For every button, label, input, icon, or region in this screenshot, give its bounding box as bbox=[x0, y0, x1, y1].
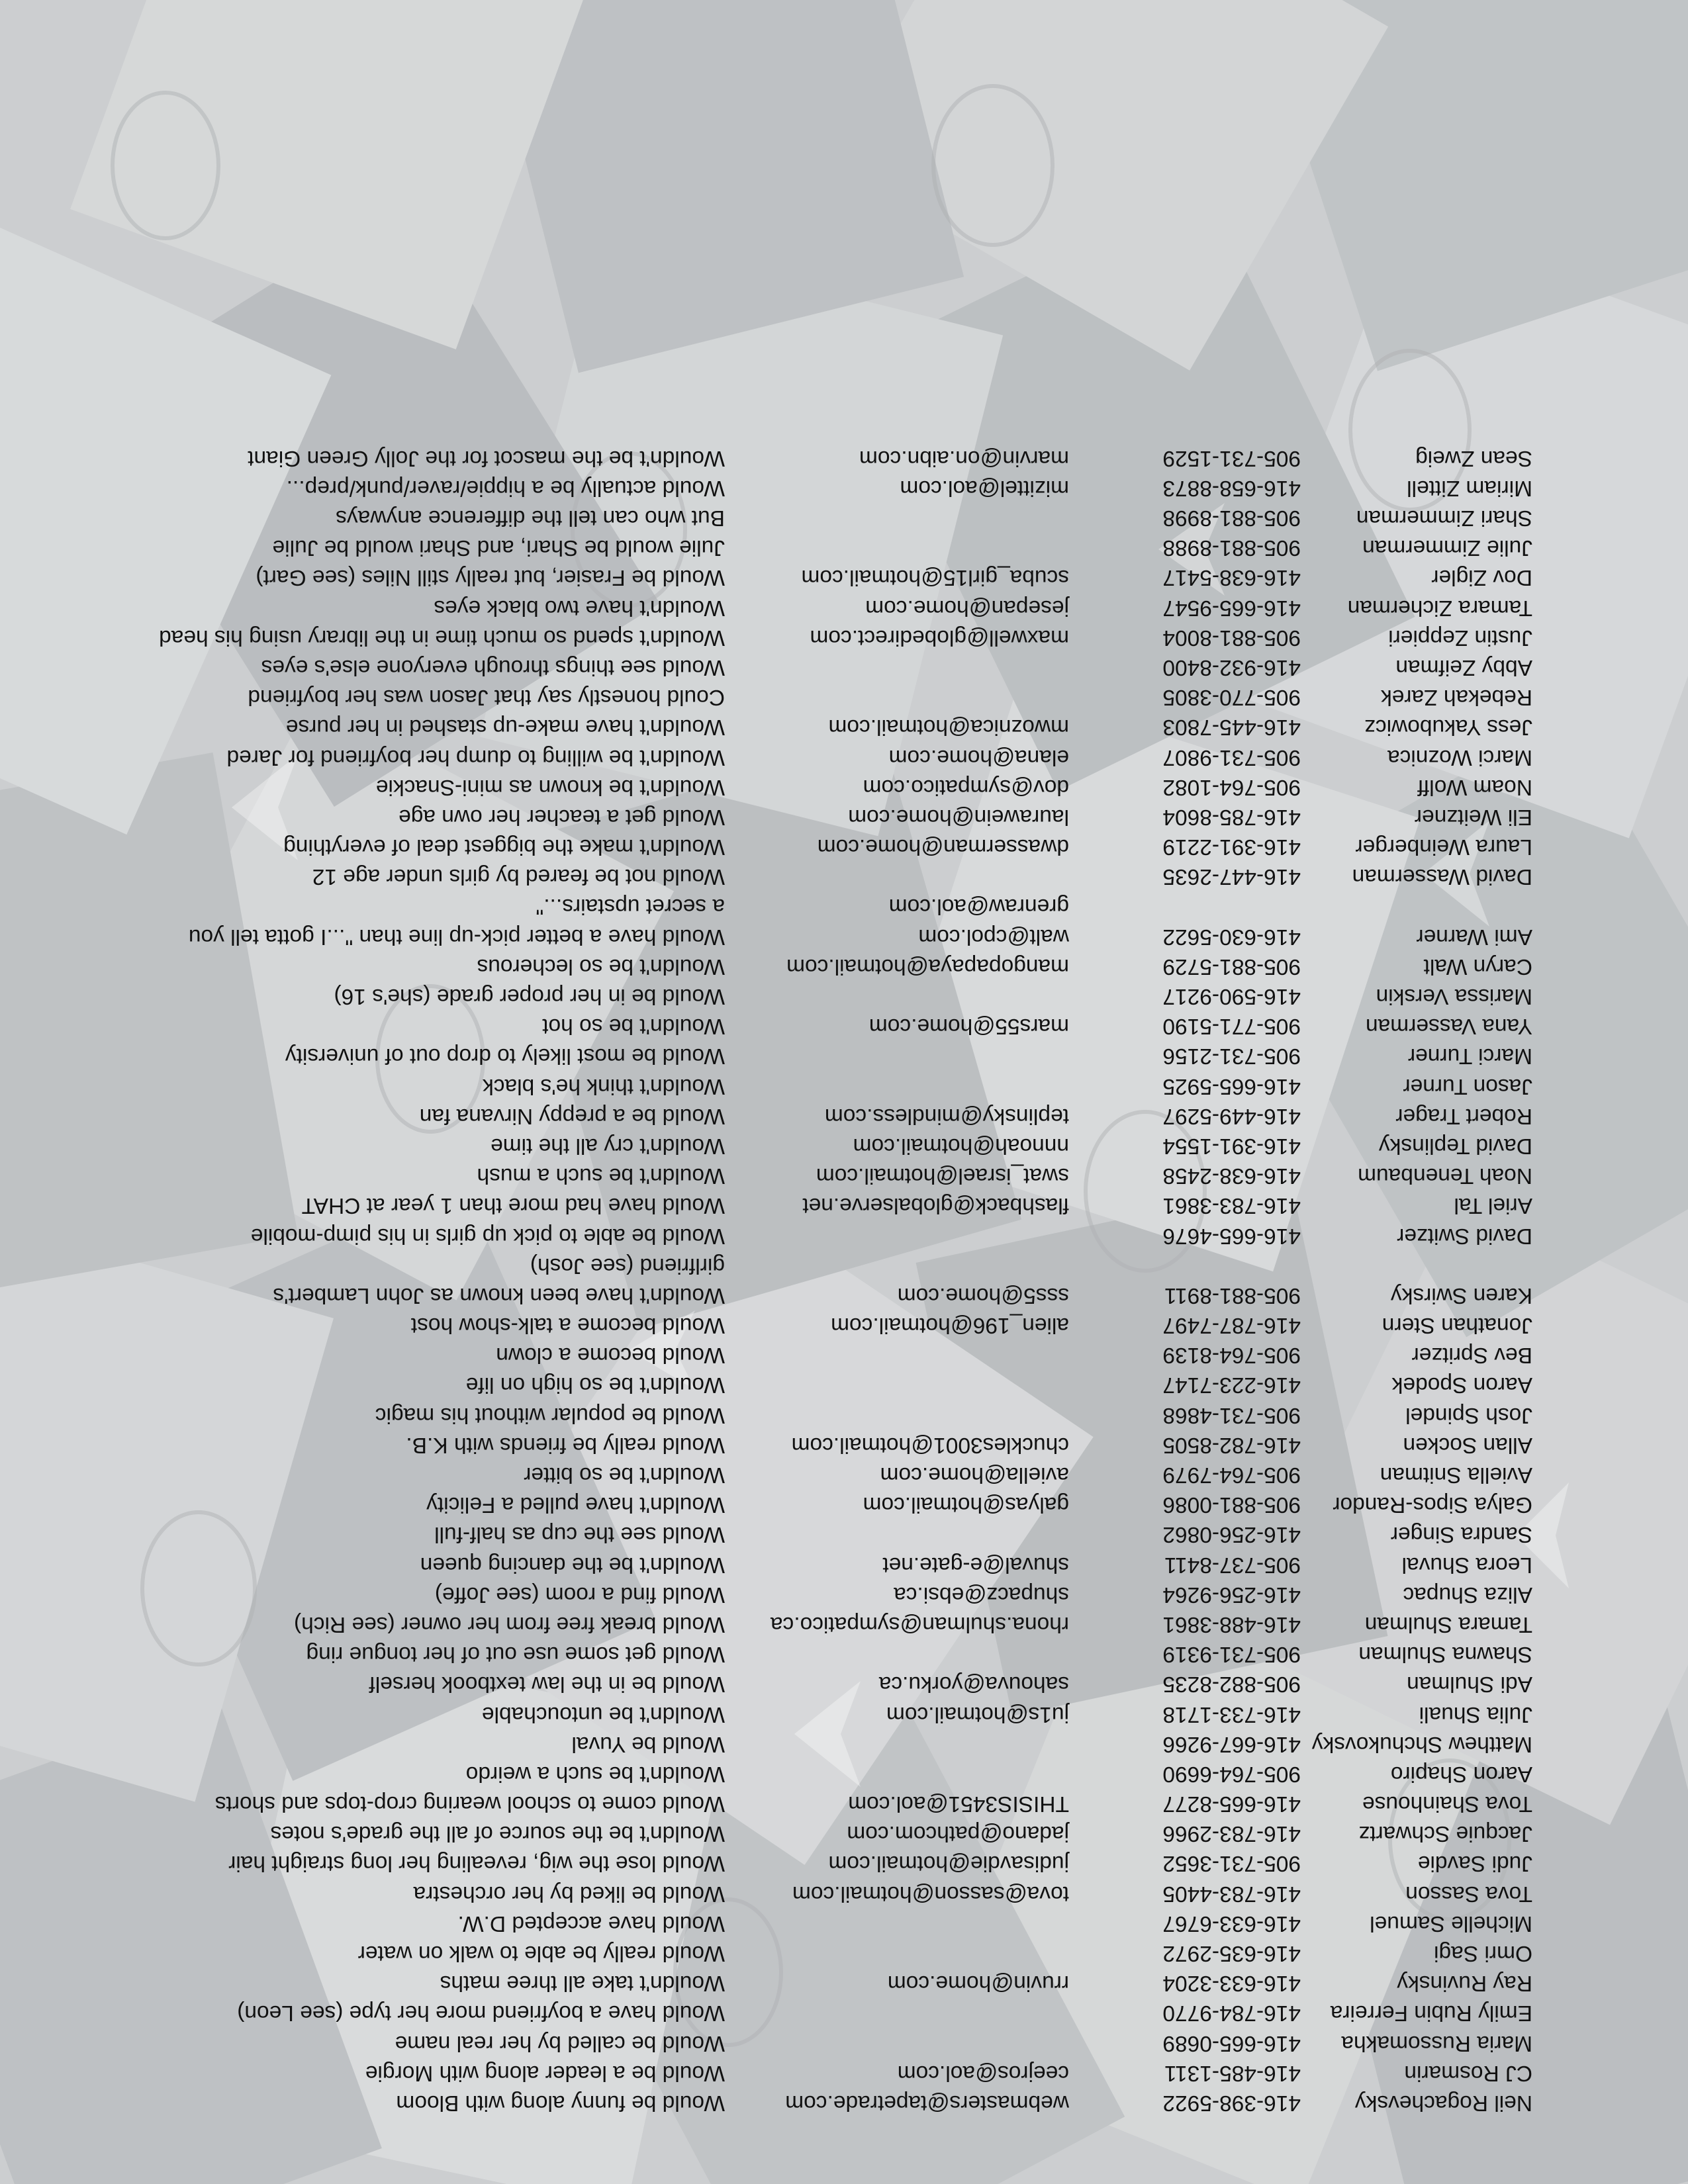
directory-entry bbox=[0, 1729, 1688, 1759]
entry-name: Yana Vasserman bbox=[1365, 1014, 1532, 1039]
entry-quote: Would be funny along with Bloom bbox=[396, 2091, 725, 2115]
directory-entry bbox=[0, 1848, 1688, 1878]
entry-quote: Wouldn't be untouchable bbox=[481, 1702, 725, 1727]
directory-entry bbox=[0, 1191, 1688, 1220]
entry-phone: 416-665-8277 bbox=[1162, 1792, 1301, 1817]
directory-entry bbox=[0, 2058, 1688, 2088]
entry-quote: Wouldn't have pulled a Felicity bbox=[426, 1492, 725, 1518]
entry-phone: 416-665-0689 bbox=[1162, 2030, 1301, 2056]
entry-quote: Wouldn't have two black eyes bbox=[434, 595, 725, 620]
directory-entry bbox=[0, 563, 1688, 592]
entry-phone: 416-782-8505 bbox=[1162, 1432, 1301, 1457]
entry-quote: Would really be friends with K.B. bbox=[406, 1432, 725, 1457]
directory-entry bbox=[0, 1909, 1688, 1938]
entry-name: Aliza Shupac bbox=[1403, 1582, 1532, 1607]
entry-quote: Would be in her proper grade (she's 16) bbox=[334, 984, 725, 1009]
entry-quote: Would be a leader along with Morgie bbox=[365, 2060, 725, 2085]
directory-entry bbox=[0, 1370, 1688, 1400]
directory-entry bbox=[0, 1041, 1688, 1071]
entry-quote: Would become a clown bbox=[496, 1343, 725, 1368]
directory-entry bbox=[0, 653, 1688, 682]
entry-email: mangopapaya@hotmail.com bbox=[786, 954, 1069, 979]
entry-name: Karen Swirsky bbox=[1390, 1283, 1532, 1308]
entry-email: mars55@home.com bbox=[868, 1014, 1069, 1039]
directory-entry bbox=[0, 1879, 1688, 1909]
entry-quote: Wouldn't take all three maths bbox=[440, 1971, 725, 1996]
entry-name: Shari Zimmerman bbox=[1356, 506, 1532, 531]
directory-entry bbox=[0, 1610, 1688, 1639]
entry-name: Galya Sipos-Randor bbox=[1333, 1492, 1532, 1518]
entry-name: Julia Shuali bbox=[1419, 1702, 1532, 1727]
entry-quote: Wouldn't be the dancing queen bbox=[420, 1552, 725, 1577]
entry-email: alien_196@hotmail.com bbox=[831, 1313, 1069, 1338]
entry-quote: Wouldn't be willing to dump her boyfriend for Jared bbox=[226, 745, 725, 770]
entry-name: Aviella Snitman bbox=[1380, 1463, 1532, 1488]
entry-quote: Would come to school wearing crop-tops and shorts bbox=[214, 1792, 725, 1817]
entry-phone: 416-733-1718 bbox=[1162, 1702, 1301, 1727]
entry-name: Tova Sasson bbox=[1405, 1881, 1532, 1906]
entry-phone: 905-764-7979 bbox=[1162, 1463, 1301, 1488]
entry-name: Tova Shainhouse bbox=[1362, 1792, 1532, 1817]
entry-quote: But who can tell the difference anyways bbox=[336, 506, 725, 531]
directory-entry bbox=[0, 922, 1688, 952]
entry-quote: girlfriend (see Josh) bbox=[530, 1253, 725, 1278]
entry-name: David Teplinsky bbox=[1378, 1134, 1532, 1158]
directory-entry bbox=[0, 862, 1688, 891]
entry-name: Maria Russomakha bbox=[1341, 2030, 1532, 2056]
entry-email: maxwell@globedirect.com bbox=[810, 625, 1069, 650]
entry-name: Tamara Shulman bbox=[1364, 1612, 1532, 1637]
entry-phone: 416-256-0862 bbox=[1162, 1522, 1301, 1547]
entry-quote: Would lose the wig, revealing her long straight hair bbox=[228, 1851, 725, 1876]
directory-entry bbox=[0, 1071, 1688, 1101]
entry-email: ceejros@aol.com bbox=[897, 2060, 1069, 2085]
entry-name: Neil Rogachevsky bbox=[1354, 2091, 1532, 2115]
entry-quote: Would get a teacher her own age bbox=[399, 804, 725, 829]
entry-quote: Wouldn't spend so much time in the library using his head bbox=[159, 625, 725, 650]
directory-entry bbox=[0, 1639, 1688, 1669]
entry-email: dov@sympatico.com bbox=[863, 774, 1069, 799]
entry-name: Jonathan Stern bbox=[1382, 1313, 1532, 1338]
directory-entry bbox=[0, 1520, 1688, 1549]
entry-name: Shawna Shulman bbox=[1358, 1642, 1532, 1667]
entry-email: judisavdie@hotmail.com bbox=[828, 1851, 1069, 1876]
entry-quote: Would have a better pick-up line than "...I gotta tell you bbox=[188, 924, 725, 949]
entry-email: jesepan@home.com bbox=[865, 595, 1069, 620]
directory-entry bbox=[0, 712, 1688, 742]
entry-quote: Could honestly say that Jason was her boyfriend bbox=[248, 685, 725, 710]
entry-phone: 416-787-7497 bbox=[1162, 1313, 1301, 1338]
directory-entry bbox=[0, 1938, 1688, 1968]
entry-name: Abby Zeifman bbox=[1395, 655, 1532, 680]
entry-quote: Wouldn't cry all the time bbox=[491, 1134, 725, 1158]
directory-entry bbox=[0, 1580, 1688, 1610]
directory-entry bbox=[0, 533, 1688, 563]
entry-phone: 416-630-5622 bbox=[1162, 924, 1301, 949]
entry-name: Jason Turner bbox=[1403, 1073, 1532, 1099]
directory-entry bbox=[0, 1968, 1688, 1998]
directory-entry bbox=[0, 682, 1688, 712]
directory-entry bbox=[0, 891, 1688, 921]
directory-entry bbox=[0, 981, 1688, 1011]
directory-entry bbox=[0, 503, 1688, 533]
entry-phone: 905-764-6690 bbox=[1162, 1761, 1301, 1786]
entry-quote: Would be Yuval bbox=[571, 1731, 725, 1756]
entry-quote: Wouldn't be the mascot for the Jolly Green Giant bbox=[248, 445, 725, 471]
entry-phone: 416-638-2458 bbox=[1162, 1163, 1301, 1189]
entry-phone: 416-445-7803 bbox=[1162, 715, 1301, 740]
entry-quote: a secret upstairs..." bbox=[536, 894, 725, 919]
class-directory bbox=[0, 443, 1688, 2118]
entry-quote: Would see things through everyone else's eyes bbox=[261, 655, 725, 680]
entry-email: marvin@on.aibn.com bbox=[859, 445, 1069, 471]
entry-email: rruvin@home.com bbox=[887, 1971, 1069, 1996]
entry-phone: 416-256-9264 bbox=[1162, 1582, 1301, 1607]
entry-phone: 416-785-8604 bbox=[1162, 804, 1301, 829]
entry-name: Matthew Shchukovsky bbox=[1311, 1731, 1532, 1756]
entry-quote: Wouldn't make the biggest deal of everything bbox=[283, 835, 725, 860]
entry-phone: 416-665-9547 bbox=[1162, 595, 1301, 620]
entry-quote: Wouldn't be such a weirdo bbox=[465, 1761, 725, 1786]
entry-quote: Would get some use out of her tongue ring bbox=[306, 1642, 725, 1667]
entry-phone: 905-731-9319 bbox=[1162, 1642, 1301, 1667]
directory-entry bbox=[0, 2088, 1688, 2118]
entry-phone: 905-881-5729 bbox=[1162, 954, 1301, 979]
entry-phone: 416-223-7147 bbox=[1162, 1373, 1301, 1398]
entry-email: chuckles3001@hotmail.com bbox=[791, 1432, 1069, 1457]
directory-entry bbox=[0, 1789, 1688, 1819]
entry-quote: Wouldn't have make-up stashed in her purse bbox=[285, 715, 725, 740]
entry-quote: Would have had more than 1 year at CHAT bbox=[301, 1193, 725, 1218]
entry-name: Marci Turner bbox=[1407, 1044, 1532, 1069]
directory-entry bbox=[0, 1819, 1688, 1848]
entry-phone: 905-881-8988 bbox=[1162, 535, 1301, 561]
entry-name: David Switzer bbox=[1397, 1223, 1532, 1248]
entry-name: Aaron Shapiro bbox=[1390, 1761, 1532, 1786]
entry-name: Justin Zeppieri bbox=[1388, 625, 1532, 650]
directory-entry bbox=[0, 1310, 1688, 1340]
directory-entry bbox=[0, 1998, 1688, 2028]
entry-phone: 905-764-8139 bbox=[1162, 1343, 1301, 1368]
entry-phone: 416-449-5297 bbox=[1162, 1103, 1301, 1128]
entry-email: nnnoah@hotmail.com bbox=[853, 1134, 1069, 1158]
entry-quote: Wouldn't be known as mini-Snackie bbox=[375, 774, 725, 799]
directory-entry bbox=[0, 1430, 1688, 1460]
entry-phone: 416-783-4405 bbox=[1162, 1881, 1301, 1906]
entry-email: THISIS3451@aol.com bbox=[848, 1792, 1069, 1817]
entry-name: Michelle Samuel bbox=[1370, 1911, 1532, 1936]
entry-phone: 416-783-2966 bbox=[1162, 1821, 1301, 1846]
entry-phone: 416-784-9770 bbox=[1162, 2001, 1301, 2026]
entry-quote: Would be liked by her orchestra bbox=[413, 1881, 725, 1906]
entry-email: grenraw@aol.com bbox=[888, 894, 1069, 919]
entry-email: tova@sasson@hotmail.com bbox=[792, 1881, 1069, 1906]
entry-phone: 416-665-5925 bbox=[1162, 1073, 1301, 1099]
entry-quote: Wouldn't be the source of all the grade's notes bbox=[270, 1821, 725, 1846]
entry-email: mizittel@aol.com bbox=[900, 475, 1069, 500]
entry-name: Laura Weinberger bbox=[1355, 835, 1532, 860]
entry-name: Aaron Spodek bbox=[1391, 1373, 1532, 1398]
directory-entry bbox=[0, 2028, 1688, 2058]
entry-phone: 416-391-1554 bbox=[1162, 1134, 1301, 1158]
entry-quote: Wouldn't think he's black bbox=[483, 1073, 725, 1099]
entry-email: aviella@home.com bbox=[880, 1463, 1069, 1488]
directory-entry bbox=[0, 1340, 1688, 1370]
entry-name: Omri Sagi bbox=[1434, 1941, 1532, 1966]
entry-email: elana@home.com bbox=[888, 745, 1069, 770]
directory-entry bbox=[0, 1281, 1688, 1310]
entry-email: jadano@pathcom.com bbox=[847, 1821, 1069, 1846]
entry-phone: 416-488-3861 bbox=[1162, 1612, 1301, 1637]
entry-quote: Would be a preppy Nirvana fan bbox=[419, 1103, 725, 1128]
entry-quote: Would actually be a hippie/raver/punk/prep... bbox=[286, 475, 725, 500]
entry-name: David Wasserman bbox=[1352, 864, 1532, 889]
entry-phone: 905-881-8004 bbox=[1162, 625, 1301, 650]
entry-phone: 905-771-5190 bbox=[1162, 1014, 1301, 1039]
entry-email: sahouva@yorku.ca bbox=[878, 1672, 1069, 1697]
entry-name: Adi Shulman bbox=[1407, 1672, 1532, 1697]
directory-entry bbox=[0, 1759, 1688, 1789]
entry-email: sss5@home.com bbox=[897, 1283, 1069, 1308]
entry-name: CJ Rosmarin bbox=[1404, 2060, 1532, 2085]
entry-email: laurawein@home.com bbox=[848, 804, 1069, 829]
entry-quote: Wouldn't be so hot bbox=[542, 1014, 725, 1039]
entry-phone: 416-398-5922 bbox=[1162, 2091, 1301, 2115]
entry-quote: Would have a boyfriend more her type (see Leon) bbox=[237, 2001, 725, 2026]
entry-name: Allan Socken bbox=[1403, 1432, 1532, 1457]
entry-phone: 416-590-9217 bbox=[1162, 984, 1301, 1009]
entry-quote: Would be most likely to drop out of university bbox=[285, 1044, 725, 1069]
entry-email: mwoznica@hotmail.com bbox=[828, 715, 1069, 740]
entry-name: Caryn Walt bbox=[1423, 954, 1532, 979]
entry-name: Judi Savdie bbox=[1417, 1851, 1532, 1876]
directory-entry bbox=[0, 1101, 1688, 1131]
entry-phone: 416-447-2635 bbox=[1162, 864, 1301, 889]
entry-phone: 905-881-8998 bbox=[1162, 506, 1301, 531]
entry-name: Miriam Zittell bbox=[1407, 475, 1532, 500]
entry-name: Marci Woznica bbox=[1387, 745, 1532, 770]
entry-quote: Would be in the law textbook herself bbox=[369, 1672, 725, 1697]
entry-phone: 416-932-8400 bbox=[1162, 655, 1301, 680]
entry-quote: Would break free from her owner (see Rich) bbox=[293, 1612, 725, 1637]
entry-name: Dov Zigler bbox=[1431, 565, 1532, 590]
entry-quote: Would be called by her real name bbox=[395, 2030, 725, 2056]
entry-name: Leora Shuval bbox=[1401, 1552, 1532, 1577]
entry-quote: Wouldn't be so lecherous bbox=[477, 954, 725, 979]
entry-quote: Wouldn't be such a mush bbox=[477, 1163, 725, 1189]
entry-quote: Wouldn't have been known as John Lambert's bbox=[273, 1283, 725, 1308]
entry-quote: Would have accepted D.W. bbox=[457, 1911, 725, 1936]
entry-name: Ami Warner bbox=[1416, 924, 1532, 949]
entry-phone: 416-633-6767 bbox=[1162, 1911, 1301, 1936]
entry-quote: Would be able to pick up girls in his pimp-mobile bbox=[250, 1223, 725, 1248]
directory-entry bbox=[0, 1400, 1688, 1430]
entry-name: Sandra Singer bbox=[1390, 1522, 1532, 1547]
entry-name: Julie Zimmerman bbox=[1362, 535, 1532, 561]
entry-name: Ariel Tal bbox=[1454, 1193, 1532, 1218]
entry-email: dwasserman@home.com bbox=[817, 835, 1069, 860]
entry-name: Robert Trager bbox=[1395, 1103, 1532, 1128]
entry-email: webmasters@tapetrade.com bbox=[785, 2091, 1069, 2115]
entry-email: flashback@globalserve.net bbox=[802, 1193, 1069, 1218]
directory-entry bbox=[0, 1490, 1688, 1520]
entry-phone: 416-635-2972 bbox=[1162, 1941, 1301, 1966]
entry-phone: 416-391-2219 bbox=[1162, 835, 1301, 860]
entry-name: Ray Ruvinsky bbox=[1397, 1971, 1532, 1996]
entry-quote: Would not be feared by girls under age 12 bbox=[312, 864, 725, 889]
directory-entry bbox=[0, 802, 1688, 832]
entry-phone: 416-658-8873 bbox=[1162, 475, 1301, 500]
entry-email: galyas@hotmail.com bbox=[863, 1492, 1069, 1518]
entry-quote: Would be popular without his magic bbox=[375, 1402, 725, 1428]
entry-phone: 416-485-1311 bbox=[1164, 2060, 1301, 2085]
entry-email: shuval@e-gate.net bbox=[882, 1552, 1069, 1577]
entry-phone: 905-731-9807 bbox=[1162, 745, 1301, 770]
entry-phone: 905-737-8411 bbox=[1164, 1552, 1301, 1577]
entry-quote: Would see the cup as half-full bbox=[434, 1522, 725, 1547]
entry-email: teplinsky@mindless.com bbox=[824, 1103, 1069, 1128]
entry-name: Noam Wolff bbox=[1417, 774, 1532, 799]
entry-email: shupacz@ebsi.ca bbox=[894, 1582, 1069, 1607]
entry-email: walt@cpol.com bbox=[918, 924, 1069, 949]
directory-entry bbox=[0, 443, 1688, 473]
entry-name: Noah Tenenbaum bbox=[1358, 1163, 1532, 1189]
entry-email: swat_israel@hotmail.com bbox=[816, 1163, 1069, 1189]
directory-entry bbox=[0, 473, 1688, 503]
entry-name: Eli Weitzner bbox=[1414, 804, 1532, 829]
entry-phone: 905-731-2156 bbox=[1162, 1044, 1301, 1069]
directory-entry bbox=[0, 832, 1688, 862]
entry-phone: 416-667-9266 bbox=[1162, 1731, 1301, 1756]
entry-phone: 905-881-0086 bbox=[1162, 1492, 1301, 1518]
entry-quote: Would become a talk-show host bbox=[410, 1313, 725, 1338]
directory-entry bbox=[0, 742, 1688, 772]
entry-name: Rebekah Zarek bbox=[1380, 685, 1532, 710]
entry-quote: Wouldn't be so high on life bbox=[465, 1373, 725, 1398]
entry-name: Josh Spindel bbox=[1405, 1402, 1532, 1428]
directory-entry bbox=[0, 772, 1688, 802]
entry-email: ju1s@hotmail.com bbox=[886, 1702, 1069, 1727]
entry-phone: 905-731-1529 bbox=[1162, 445, 1301, 471]
entry-email: scuba_girl15@hotmail.com bbox=[801, 565, 1069, 590]
entry-name: Jess Yakubowicz bbox=[1364, 715, 1532, 740]
directory-entry bbox=[0, 623, 1688, 653]
entry-name: Jacquie Schwartz bbox=[1358, 1821, 1532, 1846]
entry-email: rhona.shulman@sympatico.ca bbox=[770, 1612, 1069, 1637]
entry-quote: Would be Frasier, but really still Niles (see Gart) bbox=[256, 565, 725, 590]
entry-name: Tamara Zicherman bbox=[1347, 595, 1532, 620]
directory-entry bbox=[0, 592, 1688, 622]
directory-entry bbox=[0, 1669, 1688, 1699]
entry-phone: 416-665-4676 bbox=[1162, 1223, 1301, 1248]
entry-phone: 416-638-5417 bbox=[1162, 565, 1301, 590]
entry-phone: 416-783-3861 bbox=[1162, 1193, 1301, 1218]
entry-phone: 905-731-3652 bbox=[1162, 1851, 1301, 1876]
entry-phone: 905-731-4868 bbox=[1162, 1402, 1301, 1428]
directory-entry bbox=[0, 952, 1688, 981]
entry-phone: 905-882-8235 bbox=[1162, 1672, 1301, 1697]
entry-name: Marissa Verskin bbox=[1376, 984, 1532, 1009]
entry-phone: 905-770-3805 bbox=[1162, 685, 1301, 710]
entry-phone: 905-881-8911 bbox=[1164, 1283, 1301, 1308]
directory-entry bbox=[0, 1549, 1688, 1579]
directory-entry bbox=[0, 1131, 1688, 1161]
entry-name: Emily Rubin Ferreira bbox=[1330, 2001, 1532, 2026]
entry-phone: 416-633-3204 bbox=[1162, 1971, 1301, 1996]
directory-entry bbox=[0, 1220, 1688, 1250]
directory-entry bbox=[0, 1699, 1688, 1729]
directory-entry bbox=[0, 1460, 1688, 1490]
entry-name: Bev Spritzer bbox=[1411, 1343, 1532, 1368]
entry-phone: 905-764-1082 bbox=[1162, 774, 1301, 799]
entry-quote: Wouldn't be so bitter bbox=[524, 1463, 725, 1488]
entry-quote: Would find a room (see Joffe) bbox=[434, 1582, 725, 1607]
entry-quote: Would really be able to walk on water bbox=[357, 1941, 725, 1966]
entry-quote: Julie would be Shari, and Shari would be Julie bbox=[272, 535, 725, 561]
entry-name: Sean Zweig bbox=[1415, 445, 1532, 471]
directory-entry bbox=[0, 1251, 1688, 1281]
directory-entry bbox=[0, 1011, 1688, 1041]
directory-entry bbox=[0, 1161, 1688, 1191]
